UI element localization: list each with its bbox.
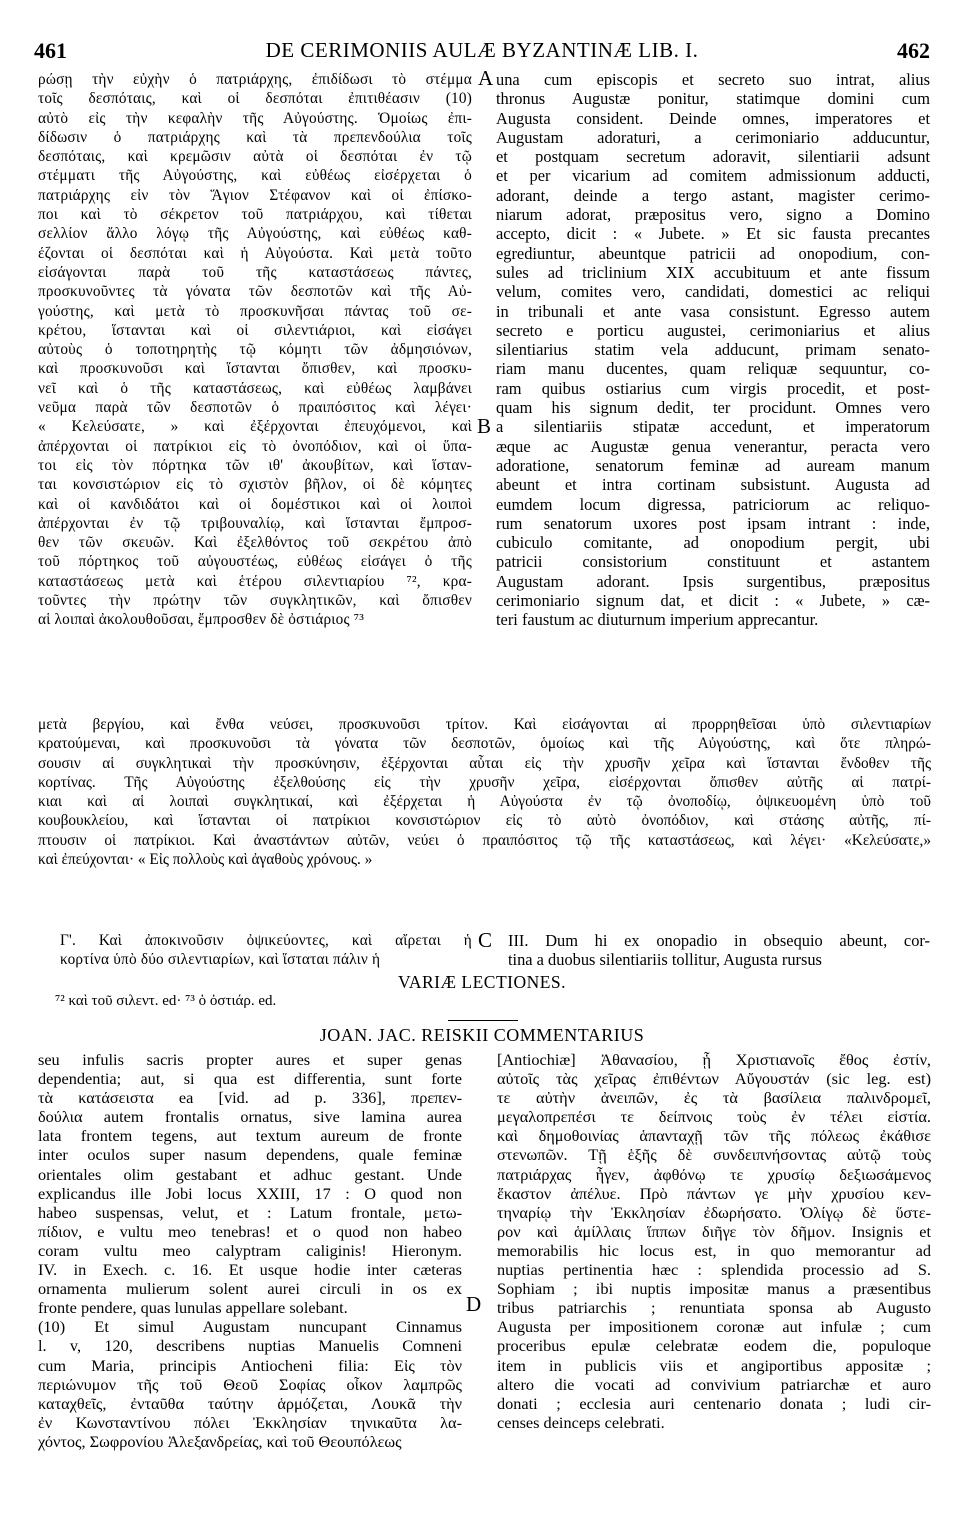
- latin-text-line: secreto e porticu augustei, cerimoniarius et alius: [496, 320, 930, 340]
- greek-text-line: κρατούμεναι, καὶ προσκυνοῦσι τὰ γόνατα τῶν δεσποτῶν, ὁμοίως καὶ τῆς Αὐγούστης, καὶ ὅτε πληρώ-: [38, 735, 931, 753]
- greek-text-line: στέμματι τῆς Αὐγούστης, καὶ εὐθέως εἰσέρχεται ὁ: [38, 167, 472, 185]
- latin-text-line: sules ad triclinium XIX accubituum et ante fissum: [496, 262, 930, 282]
- greek-text-line: αὐτὸ εἰς τὴν κεφαλὴν τῆς Αὐγούστης. Ὁμοίως ἐπι-: [38, 109, 472, 127]
- greek-text-line: ρώσῃ τὴν εὐχὴν ὁ πατριάρχης, ἐπιδίδωσι τὸ στέμμα: [38, 71, 472, 88]
- running-title: DE CERIMONIIS AULÆ BYZANTINÆ LIB. I.: [265, 38, 699, 62]
- greek-text-line: πατριάρχης εἰν τὸν Ἅγιον Στέφανον καὶ οἱ ἐπίσκο-: [38, 186, 472, 204]
- latin-text-line: rum senatorum uxores post ipsam intrant : inde,: [496, 513, 930, 533]
- greek-text-line: προσκυνοῦντες τὰ γόνατα τῶν δεσποτῶν καὶ τῆς Αὐ-: [38, 283, 472, 301]
- commentary-line: ἐν Κωνσταντίνου πόλει Ἐκκλησίαν τηνικαῦτα λα-: [38, 1412, 462, 1432]
- commentary-line: altero die vocati ad convivium patriarchæ et auro: [497, 1374, 931, 1394]
- greek-text-line: ἀπέρχονται οἱ πατρίκιοι εἰς τὸ ὀνοπόδιον, καὶ οἱ ὕπα-: [38, 437, 472, 455]
- commentary-line: τὰ κατάσειστα ea [vid. ad p. 336], πρεπεν-: [38, 1088, 462, 1108]
- commentary-line: δούλια autem frontalis ornatus, sive lamina aurea: [38, 1107, 462, 1127]
- greek-text-line: κουβουκλείου, καὶ ἵστανται οἱ πατρίκιοι κονσιστώριον εἰς τὸ αὐτὸ ὀνοπόδιον, καὶ στάσης αὐτῆς, πί-: [38, 812, 931, 830]
- commentary-left-column: [38, 1050, 462, 1451]
- commentary-line: tribus patriarchis ; renuntiata sponsa ab Augusto: [497, 1298, 931, 1318]
- commentary-line: τε αὐτὴν ἀνειπῶν, ἐς τὰ βασίλεια παλινδρομεῖ,: [497, 1088, 931, 1108]
- commentary-line: καὶ δημοθοινίας ἁπανταχῇ τῶν τῆς πόλεως ἐκάθισε: [497, 1126, 931, 1146]
- greek-text-line: ται κονσιστώριον εἰς τὸ σχιστὸν βῆλον, οἱ δὲ κόμητες: [38, 476, 472, 494]
- commentary-line: ρον καὶ ἁμίλλαις ἵππων διῆγε τὸν δῆμον. Insignis et: [497, 1221, 931, 1241]
- greek-text-line: νεῖ καὶ ὁ τῆς καταστάσεως, καὶ εὐθέως λαμβάνει: [38, 379, 472, 397]
- latin-text-line: egrediuntur, abeuntque patricii ad onopodium, con-: [496, 243, 930, 263]
- commentary-right-column: [497, 1050, 931, 1432]
- greek-text-line: « Κελεύσατε, » καὶ ἐξέρχονται ἐπευχόμενοι, καὶ: [38, 418, 472, 436]
- greek-text-line: τοῖς δεσπόταις, καὶ οἱ δεσπόται ἐπιτιθέασιν (10): [38, 90, 472, 108]
- commentary-line: (10) Et simul Augustam nuncupant Cinnamus: [38, 1317, 462, 1337]
- greek-text-line: γούστης, καὶ μετὰ τὸ προσκυνῆσαι πάντας τοῦ σε-: [38, 302, 472, 320]
- greek-text-line: πτουσιν οἱ πατρίκιοι. Καὶ ἀναστάντων αὐτῶν, νεύει ὁ πραιπόσιτος τῷ τῆς καταστάσεως, καὶ λέγει· «Κελεύσατε,»: [38, 831, 931, 849]
- commentary-line: IV. in Exech. c. 16. Et usque hodie inter cæteras: [38, 1260, 462, 1280]
- latin-text-line: velum, comites vero, candidati, domestici ac reliqui: [496, 282, 930, 302]
- greek-text-line: δίδωσιν ὁ πατριάρχης καὶ τὰ πρεπενδούλια τοῖς: [38, 128, 472, 146]
- greek-text-line: ποι καὶ τὸ σέκρετον τοῦ πατριάρχου, καὶ τίθεται: [38, 206, 472, 224]
- latin-text-line: eumdem locum digressa, patriciorum ac reliquo-: [496, 494, 930, 514]
- commentary-line: αὐτοῖς τὰς χεῖρας ἐπιθέντων Αὔγουστάν (sic leg. est): [497, 1069, 931, 1089]
- greek-text-line: καὶ ἐπεύχονται· « Εἰς πολλοὺς καὶ ἀγαθοὺς χρόνους. »: [38, 851, 373, 869]
- commentary-line: coram vultu meo calyptram caliginis! Hieronym.: [38, 1240, 462, 1260]
- greek-text-line: τοι εἰς τὸν πόρτηκα τῶν ιθ' ἀκουβίτων, καὶ ἵσταν-: [38, 456, 472, 474]
- greek-text-line: σελλίον ἄλλο λόγῳ τῆς Αὐγούστης, καὶ εὐθέως καθ-: [38, 225, 472, 243]
- greek-text-line: κρέτου, ἵστανται καὶ οἱ σιλεντιάριοι, καὶ εἰσάγει: [38, 321, 472, 339]
- greek-text-line: αἱ λοιπαὶ ἀκολουθοῦσαι, ἔμπροσθεν δὲ ὀστιάριος ⁷³: [38, 611, 365, 629]
- commentary-line: lata frontem tegens, aut textum aureum de fronte: [38, 1126, 462, 1146]
- greek-text-line: κιαι καὶ αἱ λοιπαὶ συγκλητικαί, καὶ ἐξέρχεται ἡ Αὐγούστα ἐν τῷ ὀνοποδίῳ, ὀψικευομένη ὑπὸ τοῦ: [38, 793, 931, 811]
- greek-text-line: τοῦντες τὴν πρώτην τῶν συγκλητικῶν, καὶ ὄπισθεν: [38, 592, 472, 610]
- latin-text-line: Augustam adorant. Ipsis surgentibus, præpositus: [496, 571, 930, 591]
- greek-text-line: ἀπέρχονται ἐν τῷ τριβουναλίῳ, καὶ ἵστανται ἔμπροσ-: [38, 514, 472, 532]
- latin-text-line: III. Dum hi ex onopadio in obsequio abeunt, cor-: [508, 931, 930, 950]
- latin-text-line: æque ac Augustæ genua venerantur, peracta vero: [496, 436, 930, 456]
- commentary-line: explicandus ille Jobi locus XXIII, 17 : O quod non: [38, 1183, 462, 1203]
- latin-text-line: una cum episcopis et secreto suo intrat, alius: [496, 70, 930, 89]
- latin-text-line: a silentiariis stipatæ accedunt, et imperatorum: [496, 417, 930, 437]
- margin-marker-d: D: [466, 1292, 482, 1316]
- latin-text-line: abeunt et intra cortinam subsistunt. Augusta ad: [496, 475, 930, 495]
- latin-text-line: et per vicarium ad comitem admissionum adducti,: [496, 166, 930, 186]
- latin-text-line: quam his signum dedit, ter procidunt. Omnes vero: [496, 398, 930, 418]
- greek-text-line: καὶ οἱ κανδιδάτοι καὶ οἱ δομέστικοι καὶ οἱ λοιποὶ: [38, 495, 472, 513]
- commentary-line: πατριάρχας ἦγεν, ἀφθόνῳ τε χρυσίῳ δεξιωσάμενος: [497, 1164, 931, 1184]
- latin-text-line: accepto, dicit : « Jubete. » Et sic fausta precantes: [496, 224, 930, 244]
- greek-text-line: αὐτοὺς ὁ τοποτηρητὴς τῷ κόμητι τῶν ἀδμησιόνων,: [38, 341, 472, 359]
- commentary-line: Augusta per impositionem coronæ aut infulæ ; cum: [497, 1317, 931, 1337]
- margin-marker-a: A: [478, 66, 494, 90]
- latin-text-line: thronus Augustæ ponitur, statimque domini cum: [496, 89, 930, 109]
- commentary-line: inter oculos super nasum dependens, quale feminæ: [38, 1145, 462, 1165]
- greek-text-column: [38, 70, 472, 630]
- section-iii-greek: [60, 931, 472, 970]
- latin-text-line: Augusta consident. Deinde omnes, imperatores et: [496, 108, 930, 128]
- commentary-line: περιώνυμον τῆς τοῦ Θεοῦ Σοφίας οἶκον λαμπρῶς: [38, 1374, 462, 1394]
- running-header: [34, 38, 930, 66]
- latin-text-line: silentiarius statim vela adducunt, primam senato-: [496, 340, 930, 360]
- variant-readings-notes: ⁷² καὶ τοῦ σιλεντ. ed· ⁷³ ὁ ὀστιάρ. ed.: [55, 993, 277, 1009]
- greek-text-line: σουσιν αἱ συγκλητικαὶ τὴν προσκύνησιν, ἐξέρχονται αὗται εἰς τὴν χρυσῆν χεῖρα καὶ ἵστανται ἔνδοθεν τῆς: [38, 754, 931, 772]
- latin-text-line: cerimoniario signum dat, et dicit : « Jubete, » cæ-: [496, 591, 930, 611]
- greek-text-line: εἰσάγονται παρὰ τοῦ τῆς καταστάσεως πάντες,: [38, 263, 472, 281]
- greek-text-line: δεσπόταις, καὶ κρεμῶσιν αὐτὰ οἱ δεσπόται ἐν τῷ: [38, 148, 472, 166]
- latin-translation-column: [496, 70, 930, 630]
- commentary-line: χόντος, Σωφρονίου Ἀλεξανδρείας, καὶ τοῦ Θεουπόλεως: [38, 1431, 402, 1451]
- greek-text-line: έζονται οἱ δεσπόται καὶ ἡ Αὐγούστα. Καὶ μετὰ τοῦτο: [38, 244, 472, 262]
- commentary-line: πίδιον, e vultu meo tenebras! et o quod non habeo: [38, 1221, 462, 1241]
- commentary-heading: JOAN. JAC. REISKII COMMENTARIUS: [319, 1025, 645, 1045]
- margin-marker-c: C: [478, 928, 493, 952]
- latin-text-line: riam manu ducentes, quam reliquæ sequuntur, co-: [496, 359, 930, 379]
- latin-text-line: niarum adorat, præpositus vero, signo a Domino: [496, 205, 930, 225]
- commentary-line: ἕκαστον ἀπέλυε. Πρὸ πάντων γε μὴν χρυσίου κεν-: [497, 1183, 931, 1203]
- greek-text-line: Γ'. Καὶ ἀποκινοῦσιν ὀψικεύοντες, καὶ αἴρεται ἡ: [60, 932, 472, 949]
- commentary-line: donati ; ecclesia auri centenario donata ; ludi cir-: [497, 1393, 931, 1413]
- latin-text-line: ram quibus ostiarius cum virgis procedit, et post-: [496, 378, 930, 398]
- commentary-line: memorabilis hic locus est, in quo memorantur ad: [497, 1240, 931, 1260]
- latin-text-line: teri faustum ac diuturnum imperium apprecantur.: [496, 610, 819, 630]
- margin-marker-b: B: [477, 414, 492, 438]
- commentary-line: seu infulis sacris propter aures et super genas: [38, 1050, 462, 1069]
- commentary-line: dependentia; aut, si qua est differentia, sunt forte: [38, 1069, 462, 1089]
- greek-full-width-text: [38, 715, 931, 869]
- latin-text-line: Augustam adoraturi, a cerimoniario adducuntur,: [496, 127, 930, 147]
- commentary-line: ornamenta mulierum solent aurei circuli in os ex: [38, 1279, 462, 1299]
- latin-text-line: adorant, deinde a tergo astant, magister cerimo-: [496, 185, 930, 205]
- commentary-line: censes deinceps celebrati.: [497, 1412, 665, 1432]
- page-number-right: 462: [897, 38, 930, 63]
- commentary-line: τηναρίῳ τὴν Ἐκκλησίαν ἐδωρήσατο. Ὀλίγῳ δὲ ὕστε-: [497, 1202, 931, 1222]
- commentary-line: καταχθεῖς, ἐνταῦθα ταύτην ἁρμόζεται, Λουκᾶ τὴν: [38, 1393, 462, 1413]
- commentary-line: cum Maria, principis Antiocheni filia: Εἰς τὸν: [38, 1355, 462, 1375]
- greek-text-line: νεῦμα παρὰ τῶν δεσποτῶν ὁ πραιπόσιτος καὶ λέγει·: [38, 399, 472, 417]
- latin-text-line: cubiculo comitante, ad onopodium pergit, ubi: [496, 533, 930, 553]
- latin-text-line: patricii consistorium constituunt et astantem: [496, 552, 930, 572]
- commentary-line: habeo suspensas, velut, et : Latum frontale, μετω-: [38, 1202, 462, 1222]
- greek-text-line: θεν τῶν σκευῶν. Καὶ ἐξελθόντος τοῦ σεκρέτου ἀπὸ: [38, 534, 472, 552]
- commentary-line: fronte pendere, quas lunulas appellare solebant.: [38, 1298, 348, 1318]
- commentary-line: μεγαλοπρεπέσι τε δείπνοις τοὺς ἐν τέλει εἱστία.: [497, 1107, 931, 1127]
- section-iii-latin: [508, 931, 930, 970]
- greek-text-line: καταστάσεως μετὰ καὶ ἑτέρου σιλεντιαρίου ⁷², κρα-: [38, 572, 472, 590]
- latin-text-line: adoratione, senatorum feminæ ad auream manum: [496, 455, 930, 475]
- greek-text-line: κορτίνα ὑπὸ δύο σιλεντιαρίων, καὶ ἵσταται πάλιν ἡ: [60, 951, 381, 969]
- greek-text-line: καὶ προσκυνοῦσι καὶ ἵστανται ὄπισθεν, καὶ προσκυ-: [38, 360, 472, 378]
- page-number-left: 461: [34, 38, 67, 63]
- commentary-line: orientales olim gestabant et adhuc gestant. Unde: [38, 1164, 462, 1184]
- commentary-line: Sophiam ; ibi nuptis impositæ manus a præsentibus: [497, 1279, 931, 1299]
- latin-text-line: tina a duobus silentiariis tollitur, Augusta rursus: [508, 950, 822, 970]
- variae-lectiones-heading: VARIÆ LECTIONES.: [397, 972, 567, 992]
- greek-text-line: μετὰ βεργίου, καὶ ἔνθα νεύσει, προσκυνοῦσι τρίτον. Καὶ εἰσάγονται αἱ προρρηθεῖσαι ὑπὸ σιλεντιαρίων: [38, 716, 931, 733]
- commentary-line: l. v, 120, describens nuptias Manuelis Comneni: [38, 1336, 462, 1356]
- commentary-line: proceribus epulæ celebratæ eodem die, populoque: [497, 1336, 931, 1356]
- greek-text-line: τοῦ πόρτηκος τοῦ αὐγουστέως, εὐθέως εἰσάγει ὁ τῆς: [38, 553, 472, 571]
- latin-text-line: in tribunali et ante vasa consistunt. Egresso autem: [496, 301, 930, 321]
- greek-text-line: κορτίνας. Τῆς Αὐγούστης ἐξελθούσης εἰς τὴν χρυσῆν χεῖρα, εἰσέρχονται ὄπισθεν αὐτῆς αἱ πατρί-: [38, 773, 931, 791]
- commentary-line: item in publicis viis et angiportibus appositæ ;: [497, 1355, 931, 1375]
- commentary-line: nuptias pertinentia hæc : splendida processio ad S.: [497, 1260, 931, 1280]
- commentary-line: [Antiochiæ] Ἀθανασίου, ᾗ Χριστιανοῖς ἔθος ἐστίν,: [497, 1050, 931, 1069]
- divider-rule: [448, 1020, 518, 1021]
- latin-text-line: et postquam secretum adoravit, silentiarii adsunt: [496, 147, 930, 167]
- commentary-line: στενωπῶν. Τῇ ἑξῆς δὲ συνδειπνήσοντας αὐτῷ τοὺς: [497, 1145, 931, 1165]
